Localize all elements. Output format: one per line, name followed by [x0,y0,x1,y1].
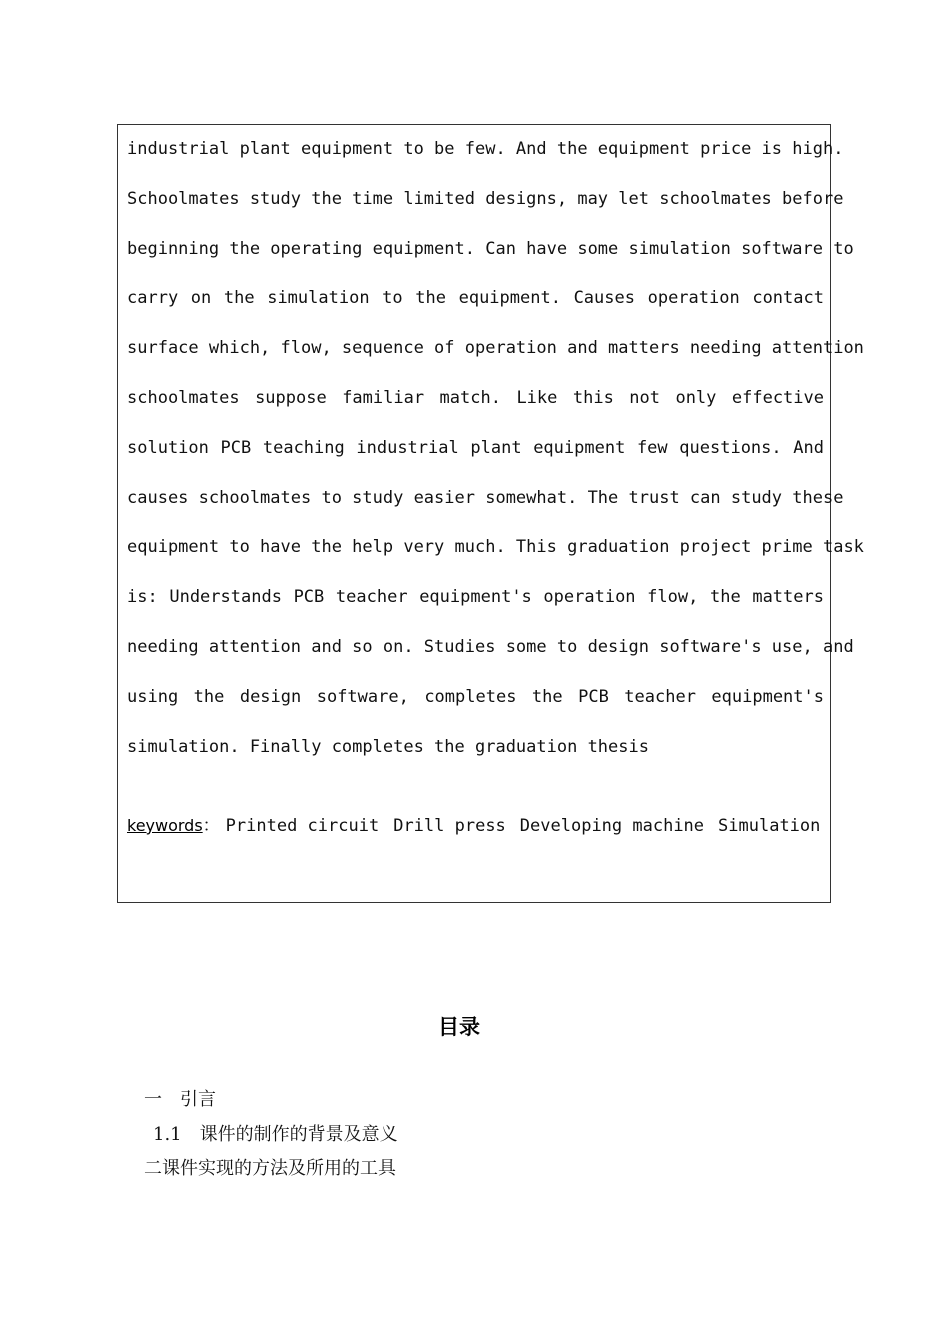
abstract-line: surface which, flow, sequence of operation and matters needing attention [127,338,864,359]
abstract-text [127,125,864,772]
keyword-item: Simulation [718,816,821,836]
abstract-line: beginning the operating equipment. Can have some simulation software to [127,238,854,259]
keywords-colon: ： [202,816,220,836]
abstract-line: causes schoolmates to study easier somewhat. The trust can study these [127,487,844,508]
toc-item[interactable]: 二课件实现的方法及所用的工具 [144,1158,396,1179]
abstract-box [117,124,864,903]
abstract-line: carry on the simulation to the equipment. Causes operation contact [127,288,824,309]
abstract-line: simulation. Finally completes the graduation thesis [127,736,649,757]
keyword-item: Developing machine [519,816,705,836]
keyword-item: Drill press [393,816,506,836]
abstract-line: schoolmates suppose familiar match. Like this not only effective [127,387,824,408]
keyword-item: Printed circuit [225,816,380,836]
abstract-line: needing attention and so on. Studies some to design software's use, and [127,636,854,657]
keywords-label: keywords [127,816,203,835]
abstract-line: industrial plant equipment to be few. And the equipment price is high. [127,139,844,159]
keywords-line [127,811,820,836]
toc-item[interactable]: 1.1 课件的制作的背景及意义 [153,1124,398,1145]
abstract-line: Schoolmates study the time limited designs, may let schoolmates before [127,188,844,209]
abstract-line: is: Understands PCB teacher equipment's operation flow, the matters [127,587,824,608]
toc-title: 目录 [438,1015,480,1039]
abstract-line: equipment to have the help very much. This graduation project prime task [127,537,864,558]
toc-item[interactable]: 一 引言 [144,1089,216,1110]
abstract-line: using the design software, completes the PCB teacher equipment's [127,686,824,707]
abstract-line: solution PCB teaching industrial plant equipment few questions. And [127,437,824,458]
